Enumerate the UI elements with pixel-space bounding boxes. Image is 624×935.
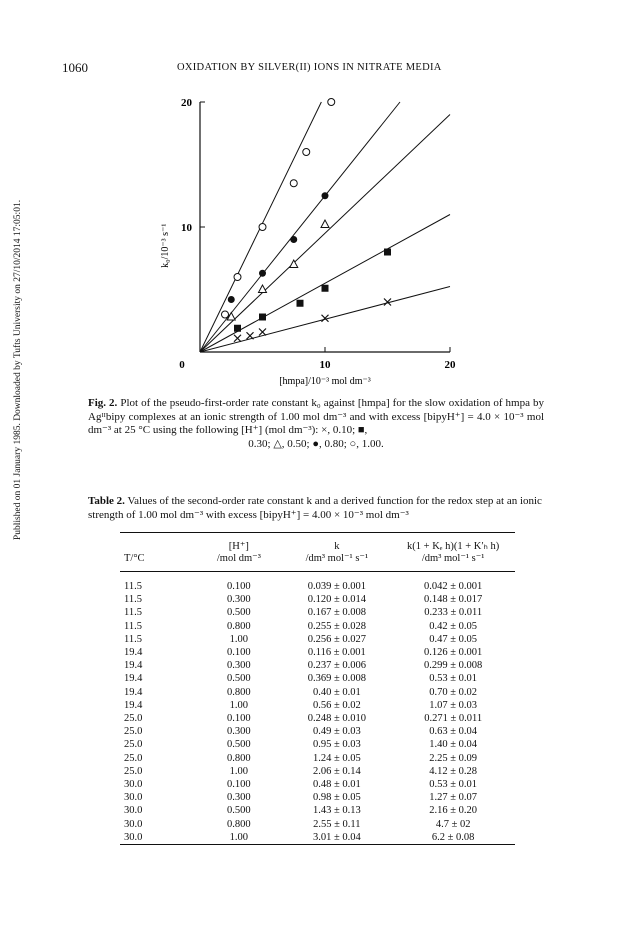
download-notice: Published on 01 January 1985. Downloaded by Tufts University on 27/10/2014 17:05:01. xyxy=(13,199,23,541)
table-cell: 0.500 xyxy=(227,607,251,619)
table-cell: 0.300 xyxy=(227,726,251,738)
table-row xyxy=(120,712,515,725)
table-cell: 0.126 ± 0.001 xyxy=(424,647,483,659)
table-row xyxy=(120,791,515,804)
col-header-derived-line2: /dm³ mol⁻¹ s⁻¹ xyxy=(421,553,485,564)
data-point-circle xyxy=(303,149,310,156)
table-cell: 25.0 xyxy=(124,726,143,738)
table-cell: 0.95 ± 0.03 xyxy=(312,739,361,751)
table-cell: 1.40 ± 0.04 xyxy=(429,739,478,751)
rate-constant-chart xyxy=(160,92,470,387)
data-point-square xyxy=(297,300,304,307)
table-cell: 19.4 xyxy=(124,660,143,672)
data-point-circle xyxy=(234,274,241,281)
rate-constant-table xyxy=(120,532,515,847)
figure-label: Fig. 2. xyxy=(88,397,118,409)
table-cell: 0.248 ± 0.010 xyxy=(307,713,366,725)
x-axis-label: [hmpa]/10⁻³ mol dm⁻³ xyxy=(279,376,371,387)
data-point-circle xyxy=(259,224,266,231)
table-cell: 0.116 ± 0.001 xyxy=(307,647,366,659)
table-cell: 0.237 ± 0.006 xyxy=(307,660,366,672)
table-row xyxy=(120,778,515,791)
table-cell: 1.00 xyxy=(229,765,249,777)
table-cell: 0.255 ± 0.028 xyxy=(307,620,366,632)
table-row xyxy=(120,738,515,751)
table-cell: 0.100 xyxy=(227,779,251,791)
y-tick-label: 20 xyxy=(181,97,192,109)
table-row xyxy=(120,831,515,845)
table-cell: 0.233 ± 0.011 xyxy=(424,607,483,619)
data-point-dot xyxy=(259,270,266,277)
table-row xyxy=(120,752,515,765)
table-cell: 0.500 xyxy=(227,739,251,751)
table-cell: 0.299 ± 0.008 xyxy=(424,660,483,672)
table-row xyxy=(120,646,515,659)
table-cell: 0.100 xyxy=(227,713,251,725)
x-tick-label: 0 xyxy=(179,359,185,371)
table-cell: 0.49 ± 0.03 xyxy=(312,726,361,738)
table-cell: 11.5 xyxy=(124,607,142,619)
table-cell: 0.63 ± 0.04 xyxy=(429,726,478,738)
data-point-dot xyxy=(290,236,297,243)
table-row xyxy=(120,725,515,738)
table-cell: 0.369 ± 0.008 xyxy=(307,673,366,685)
table-cell: 0.167 ± 0.008 xyxy=(307,607,366,619)
data-point-dot xyxy=(322,192,329,199)
table-cell: 0.100 xyxy=(227,581,251,592)
data-point-circle xyxy=(222,311,229,318)
table-cell: 19.4 xyxy=(124,647,143,659)
table-cell: 30.0 xyxy=(124,818,143,830)
table-cell: 0.800 xyxy=(227,686,251,698)
table-cell: 0.300 xyxy=(227,792,251,804)
table-cell: 0.300 xyxy=(227,660,251,672)
table-cell: 0.53 ± 0.01 xyxy=(429,673,478,685)
data-point-triangle xyxy=(321,220,329,228)
data-point-triangle xyxy=(259,285,267,293)
col-header-h-line2: /mol dm⁻³ xyxy=(216,553,261,564)
table-cell: 0.100 xyxy=(227,647,251,659)
page-number: 1060 xyxy=(62,60,88,75)
table-cell: 25.0 xyxy=(124,739,143,751)
col-header-temp-line1 xyxy=(120,533,195,554)
table-cell: 19.4 xyxy=(124,686,143,698)
data-point-square xyxy=(234,325,241,332)
table-cell: 3.01 ± 0.04 xyxy=(312,831,361,843)
table-row xyxy=(120,606,515,619)
table-cell: 0.042 ± 0.001 xyxy=(424,581,483,592)
data-point-square xyxy=(322,285,329,292)
table-cell: 19.4 xyxy=(124,673,143,685)
table-cell: 11.5 xyxy=(124,581,142,592)
table-cell: 25.0 xyxy=(124,765,143,777)
x-tick-label: 20 xyxy=(444,359,456,371)
table-cell: 19.4 xyxy=(124,699,143,711)
table-row xyxy=(120,659,515,672)
table-cell: 30.0 xyxy=(124,805,143,817)
table-row xyxy=(120,804,515,817)
table-cell: 1.27 ± 0.07 xyxy=(429,792,478,804)
table-cell: 2.06 ± 0.14 xyxy=(312,765,361,777)
table-cell: 1.00 xyxy=(229,699,249,711)
table-cell: 25.0 xyxy=(124,713,143,725)
table-row xyxy=(120,765,515,778)
table-cell: 1.00 xyxy=(229,633,249,645)
col-header-derived-line1: k(1 + Kₑ h)(1 + K′ₕ h) xyxy=(407,541,500,552)
table-cell: 11.5 xyxy=(124,620,142,632)
running-head: OXIDATION BY SILVER(II) IONS IN NITRATE MEDIA xyxy=(177,62,442,73)
table-cell: 1.07 ± 0.03 xyxy=(429,699,478,711)
table-cell: 0.148 ± 0.017 xyxy=(424,594,483,606)
table-title xyxy=(88,495,544,522)
table-cell: 0.300 xyxy=(227,594,251,606)
figure-caption-text: Plot of the pseudo-first-order rate constant k₀ against [hmpa] for the slow oxidation of hmpa by Agᴵᴵbipy complexes at an ionic strength of 1.00 mol dm⁻³ and with excess [bipyH⁺] = 4.0 × 10⁻³ mol dm⁻³ at 25 °C using the following [H⁺] (mol dm⁻³): ×, 0.10; ■, xyxy=(88,397,544,437)
table-cell: 1.24 ± 0.05 xyxy=(312,752,361,764)
col-header-k-line2: /dm³ mol⁻¹ s⁻¹ xyxy=(305,553,369,564)
data-points xyxy=(222,99,392,342)
table-row xyxy=(120,818,515,831)
table-cell: 2.16 ± 0.20 xyxy=(429,805,478,817)
figure-caption xyxy=(88,397,544,451)
table-cell: 0.500 xyxy=(227,673,251,685)
table-body xyxy=(120,572,515,845)
table-cell: 30.0 xyxy=(124,779,143,791)
table-row xyxy=(120,620,515,633)
table-cell: 0.500 xyxy=(227,805,251,817)
y-axis-label: k₀/10⁻³ s⁻¹ xyxy=(160,223,171,268)
table-row xyxy=(120,699,515,712)
table-cell: 0.800 xyxy=(227,818,251,830)
data-point-cross xyxy=(259,329,266,336)
table-title-text: Values of the second-order rate constant k and a derived function for the redox step at an ionic strength of 1.00 mol dm⁻³ with excess [bipyH⁺] = 4.00 × 10⁻³ mol dm⁻³ xyxy=(88,495,542,521)
table-cell: 1.00 xyxy=(229,831,249,843)
table-row xyxy=(120,593,515,606)
table-cell: 30.0 xyxy=(124,831,143,843)
table-cell: 2.55 ± 0.11 xyxy=(313,818,361,830)
col-header-k-line1: k xyxy=(334,541,340,552)
table-cell: 0.271 ± 0.011 xyxy=(424,713,483,725)
table-row xyxy=(120,633,515,646)
table-cell: 2.25 ± 0.09 xyxy=(429,752,478,764)
table-label: Table 2. xyxy=(88,495,125,507)
table-cell: 0.039 ± 0.001 xyxy=(307,581,366,592)
table-cell: 0.800 xyxy=(227,752,251,764)
table-cell: 0.40 ± 0.01 xyxy=(312,686,361,698)
table-cell: 0.98 ± 0.05 xyxy=(312,792,361,804)
x-tick-label: 10 xyxy=(319,359,331,371)
data-point-circle xyxy=(328,99,335,106)
data-point-dot xyxy=(228,296,235,303)
table-cell: 1.43 ± 0.13 xyxy=(312,805,361,817)
table-cell: 0.56 ± 0.02 xyxy=(312,699,361,711)
table-cell: 0.70 ± 0.02 xyxy=(429,686,478,698)
table-row xyxy=(120,580,515,593)
table-cell: 11.5 xyxy=(124,594,142,606)
table-cell: 0.42 ± 0.05 xyxy=(429,620,478,632)
col-header-temp-line2: T/°C xyxy=(124,553,145,564)
fit-line-0.50 xyxy=(200,115,450,353)
table-cell: 11.5 xyxy=(124,633,142,645)
fit-line-0.10 xyxy=(200,287,450,353)
table-cell: 4.7 ± 02 xyxy=(435,818,471,830)
table-cell: 0.47 ± 0.05 xyxy=(429,633,478,645)
data-point-triangle xyxy=(290,260,298,268)
table-cell: 6.2 ± 0.08 xyxy=(431,831,475,843)
data-point-square xyxy=(259,314,266,321)
table-cell: 25.0 xyxy=(124,752,143,764)
table-cell: 0.256 ± 0.027 xyxy=(307,633,366,645)
table-cell: 4.12 ± 0.28 xyxy=(429,765,478,777)
data-point-square xyxy=(384,249,391,256)
data-point-circle xyxy=(290,180,297,187)
table-cell: 0.120 ± 0.014 xyxy=(307,594,366,606)
figure-caption-last-line: 0.30; △, 0.50; ●, 0.80; ○, 1.00. xyxy=(248,437,384,450)
table-cell: 0.48 ± 0.01 xyxy=(312,779,361,791)
data-point-cross xyxy=(247,332,254,339)
y-tick-label: 10 xyxy=(181,222,192,234)
col-header-h-line1: [H⁺] xyxy=(228,541,249,552)
table-cell: 0.800 xyxy=(227,620,251,632)
table-row xyxy=(120,686,515,699)
table-cell: 0.53 ± 0.01 xyxy=(429,779,478,791)
table-row xyxy=(120,672,515,685)
data-point-cross xyxy=(234,335,241,342)
table-cell: 30.0 xyxy=(124,792,143,804)
